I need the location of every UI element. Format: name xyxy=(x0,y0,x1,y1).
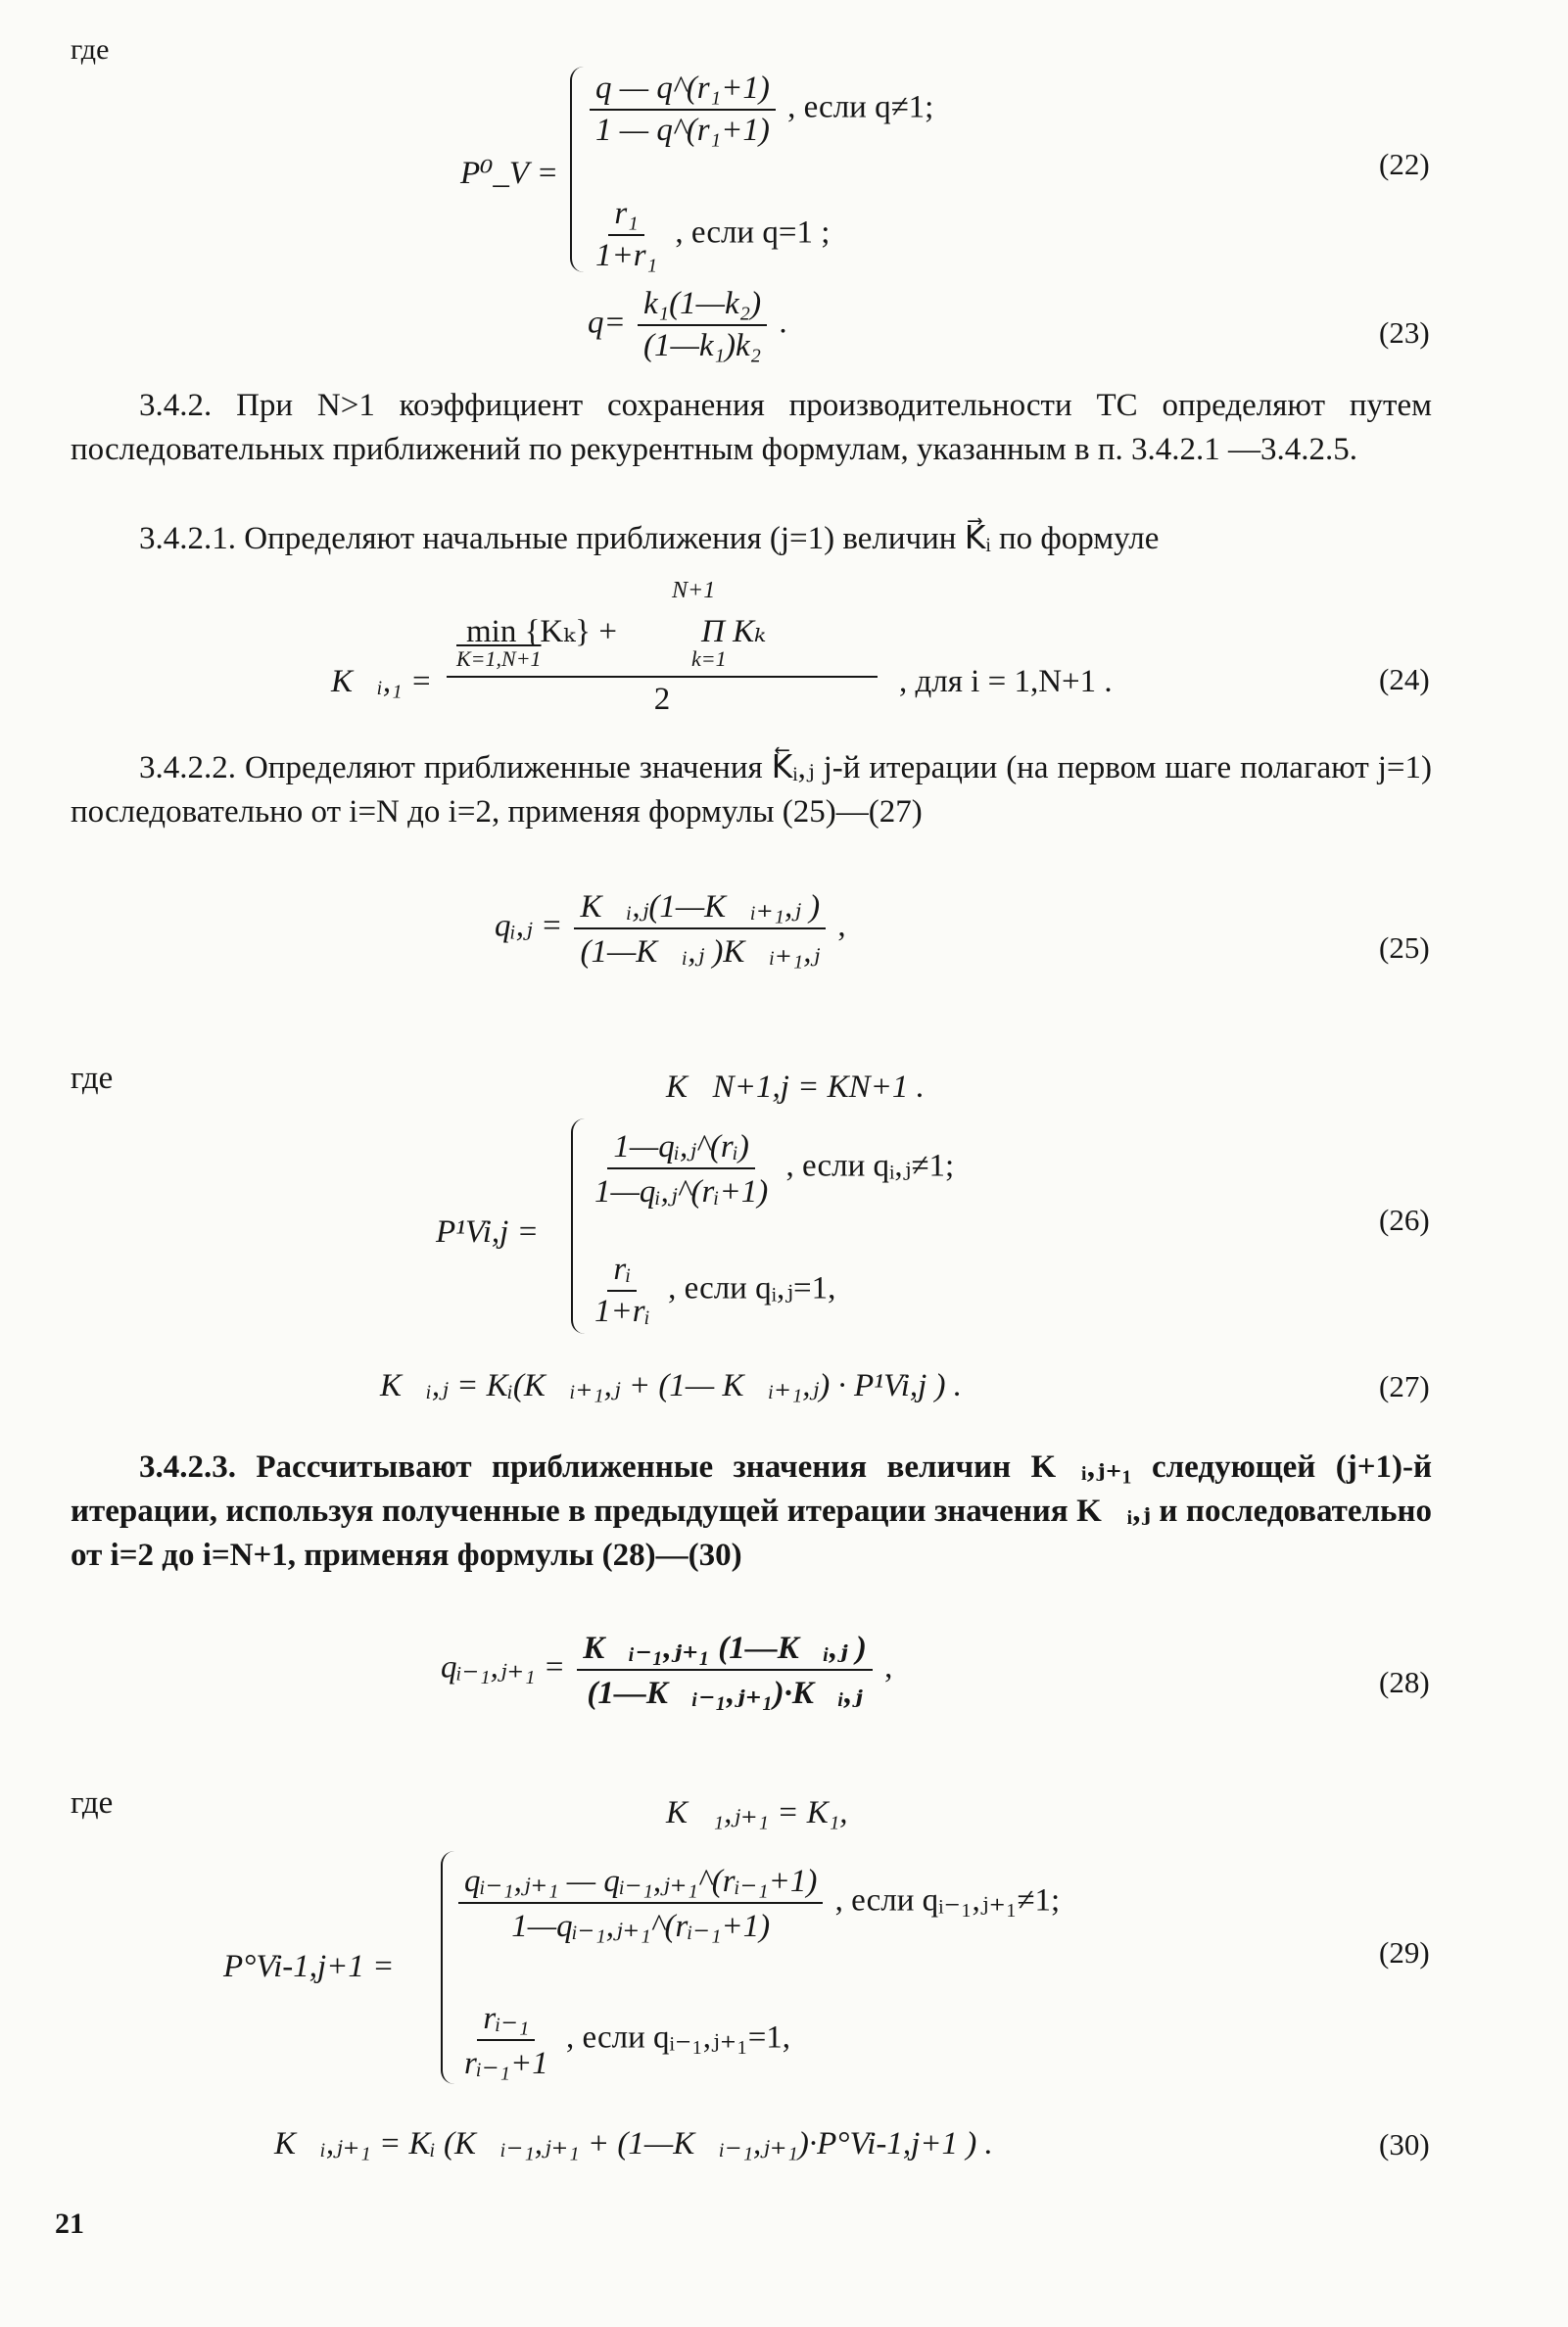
eq25-number: (25) xyxy=(1379,930,1430,965)
paragraph-3-4-2-2: 3.4.2.2. Определяют приближенные значения K⃖ᵢ,ⱼ j-й итерации (на первом шаге полагают j=1) последовательно от i=N до i=2, применяя формулы (25)—(27) xyxy=(71,750,1432,830)
eq22-case2: $\frac{\text{r₁}}{\text{1+r₁}}$ , если q=1 ; xyxy=(595,196,831,273)
paragraph-3-4-2: 3.4.2. При N>1 коэффициент сохранения производительности ТС определяют путем последовательных приближений по рекурентным формулам, указанным в п. 3.4.2.1 —3.4.2.5. xyxy=(71,388,1432,467)
eq28-number: (28) xyxy=(1379,1665,1430,1699)
equation-25: qᵢ,ⱼ = $\frac{\text{K⃗ᵢ,ⱼ(1—K⃖ᵢ₊₁,ⱼ )}}{\text{(1—K⃗ᵢ,ⱼ )K⃗ᵢ₊₁,ⱼ}}$ , xyxy=(495,886,846,971)
eq29-case2: $\frac{\text{rᵢ₋₁}}{\text{rᵢ₋₁+1}}$ , если qᵢ₋₁,ⱼ₊₁=1, xyxy=(454,1998,790,2082)
eq28-where: K⃗₁,ⱼ₊₁ = K₁, xyxy=(666,1795,848,1830)
text-gde-top: где xyxy=(71,33,110,66)
eq24-number: (24) xyxy=(1379,662,1430,696)
eq26-number: (26) xyxy=(1379,1203,1430,1237)
eq24-lhs: K⃗ᵢ,₁ = xyxy=(331,664,433,699)
page-number: 21 xyxy=(55,2208,84,2240)
eq29-lhs: P°Vi-1,j+1 = xyxy=(223,1949,395,1984)
eq25-where: K⃖N+1,j = KN+1 . xyxy=(666,1069,925,1105)
paragraph-3-4-2-3: 3.4.2.3. Рассчитывают приближенные значения величин K⃗ᵢ,ⱼ₊₁ следующей (j+1)-й итерации, используя полученные в предыдущей итерации значения K⃖ᵢ,ⱼ и последовательно от i=2 до i=N+1, применяя формулы (28)—(30) xyxy=(71,1449,1432,1573)
eq22-brace xyxy=(570,67,586,272)
equation-23: q= $\frac{\text{k₁(1—k₂)}}{\text{(1—k₁)k₂}}$ . xyxy=(588,286,787,363)
eq30-number: (30) xyxy=(1379,2127,1430,2161)
eq29-case1: $\frac{\text{qᵢ₋₁,ⱼ₊₁ — qᵢ₋₁,ⱼ₊₁\textasciicircum{}(rᵢ₋₁+1)}}{\text{1—qᵢ₋₁,ⱼ₊₁\textasciicircum{}(rᵢ₋₁+1)}}$ , если qᵢ₋₁,ⱼ₊₁≠1; xyxy=(454,1861,1060,1945)
text-gde-2: где xyxy=(71,1785,114,1821)
eq22-lhs: P⁰_V = xyxy=(460,156,558,191)
equation-28: qᵢ₋₁,ⱼ₊₁ = $\frac{\text{K⃗ᵢ₋₁,ⱼ₊₁ (1—K⃖ᵢ,ⱼ )}}{\text{(1—K⃗ᵢ₋₁,ⱼ₊₁)·K⃖ᵢ,ⱼ}}$ , xyxy=(441,1628,892,1712)
eq27-number: (27) xyxy=(1379,1369,1430,1403)
eq26-case1: $\frac{\text{1—qᵢ,ⱼ\textasciicircum{}(rᵢ)}}{\text{1—qᵢ,ⱼ\textasciicircum{}(rᵢ+1)}}$ , если qᵢ,ⱼ≠1; xyxy=(585,1126,954,1211)
eq26-case2: $\frac{\text{rᵢ}}{\text{1+rᵢ}}$ , если qᵢ,ⱼ=1, xyxy=(594,1252,836,1329)
text-gde-1: где xyxy=(71,1061,114,1096)
eq24-condition: , для i = 1,N+1 . xyxy=(899,664,1113,699)
equation-30: K⃗ᵢ,ⱼ₊₁ = Kᵢ (K⃗ᵢ₋₁,ⱼ₊₁ + (1—K⃗ᵢ₋₁,ⱼ₊₁)·P°Vi-1,j+1 ) . xyxy=(274,2126,993,2161)
eq24-fraction: N+1 min {Kₖ} + Π Kₖ K=1,N+1 k=1 2 xyxy=(447,578,878,718)
eq23-number: (23) xyxy=(1379,315,1430,350)
eq26-lhs: P¹Vi,j = xyxy=(436,1214,539,1250)
paragraph-3-4-2-1: 3.4.2.1. Определяют начальные приближения (j=1) величин K⃗ᵢ по формуле xyxy=(139,521,1160,556)
eq22-number: (22) xyxy=(1379,147,1430,181)
eq22-case1: $\frac{\text{q — q\textasciicircum{}(r₁+1)}}{\text{1 — q\textasciicircum{}(r₁+1)}}$ , если q≠1; xyxy=(586,71,933,149)
eq29-number: (29) xyxy=(1379,1935,1430,1970)
equation-27: K⃖ᵢ,ⱼ = Kᵢ(K⃖ᵢ₊₁,ⱼ + (1— K⃖ᵢ₊₁,ⱼ) · P¹Vi,j ) . xyxy=(380,1368,963,1403)
